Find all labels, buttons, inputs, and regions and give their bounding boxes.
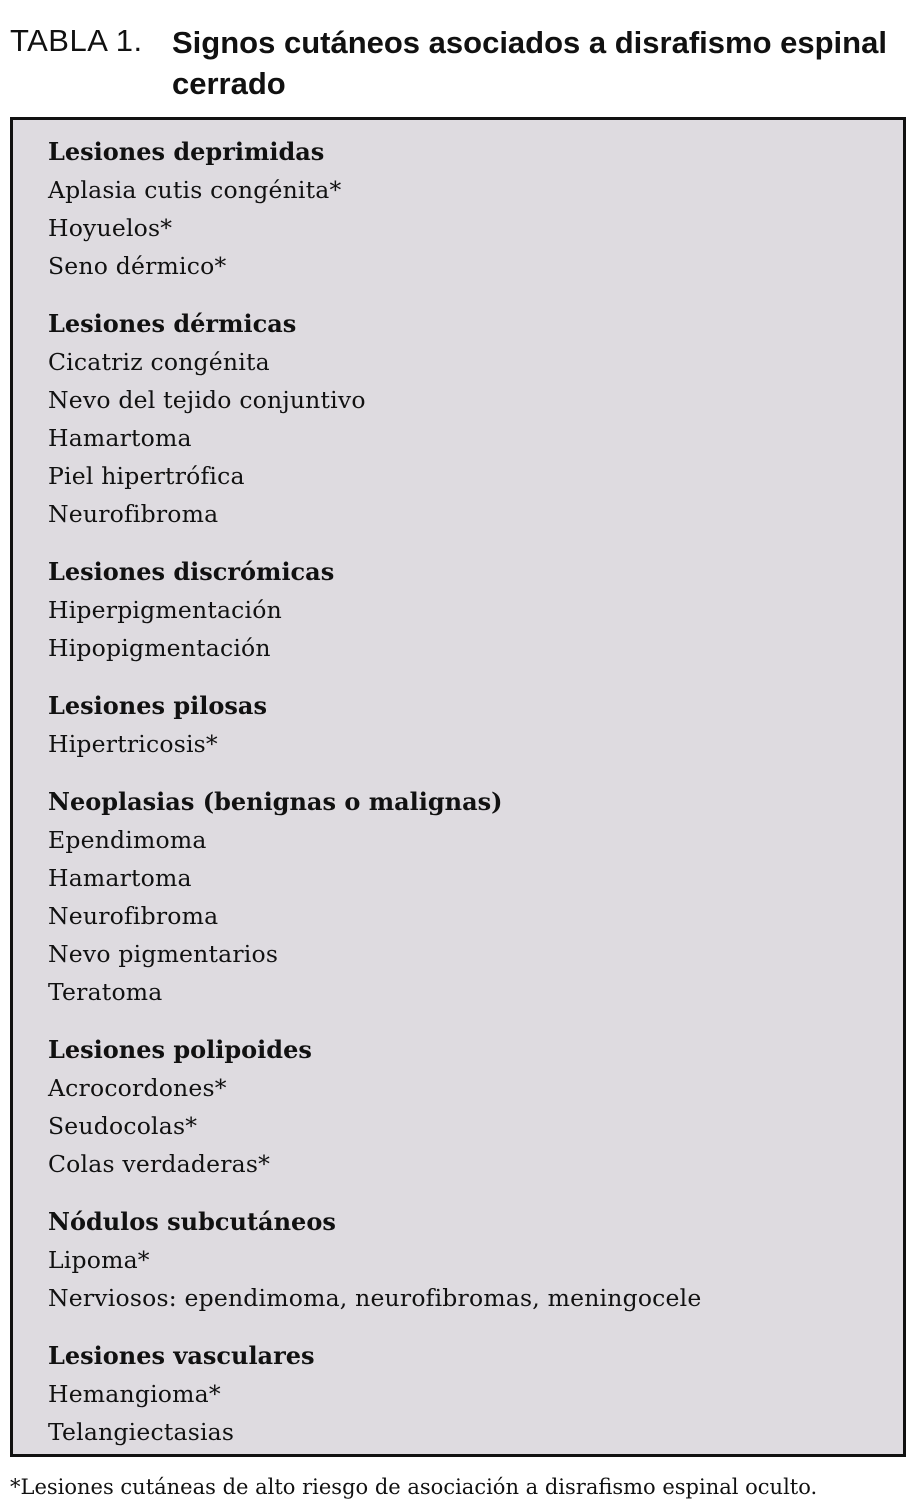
section-heading: Lesiones vasculares [48,1341,315,1370]
section-heading: Nódulos subcutáneos [48,1207,336,1236]
section-lesiones-discromicas [48,553,888,667]
list-item: Hemangioma* [48,1380,221,1408]
list-item: Teratoma [48,978,163,1006]
section-heading: Lesiones pilosas [48,691,267,720]
table-footnote: *Lesiones cutáneas de alto riesgo de asociación a disrafismo espinal oculto. [10,1475,818,1499]
list-item: Piel hipertrófica [48,462,245,490]
list-item: Neurofibroma [48,902,219,930]
section-heading: Neoplasias (benignas o malignas) [48,787,503,816]
table-header [0,22,914,104]
table-label: TABLA 1. [10,23,143,58]
list-item: Neurofibroma [48,500,219,528]
list-item: Nevo del tejido conjuntivo [48,386,366,414]
sections-list [48,133,888,1471]
list-item: Telangiectasias [48,1418,235,1446]
section-heading: Lesiones deprimidas [48,137,325,166]
section-lesiones-vasculares [48,1337,888,1451]
section-lesiones-polipoides [48,1031,888,1183]
list-item: Aplasia cutis congénita* [48,176,342,204]
section-heading: Lesiones dérmicas [48,309,297,338]
section-heading: Lesiones polipoides [48,1035,312,1064]
list-item: Ependimoma [48,826,207,854]
list-item: Hoyuelos* [48,214,173,242]
list-item: Colas verdaderas* [48,1150,271,1178]
list-item: Seno dérmico* [48,252,227,280]
section-nodulos-subcutaneos [48,1203,888,1317]
list-item: Nevo pigmentarios [48,940,279,968]
list-item: Nerviosos: ependimoma, neurofibromas, meningocele [48,1284,702,1312]
section-neoplasias [48,783,888,1011]
list-item: Cicatriz congénita [48,348,270,376]
list-item: Hamartoma [48,424,192,452]
section-lesiones-dermicas [48,305,888,533]
section-lesiones-deprimidas [48,133,888,285]
list-item: Acrocordones* [48,1074,227,1102]
section-heading: Lesiones discrómicas [48,557,335,586]
table-panel [10,117,906,1457]
list-item: Lipoma* [48,1246,150,1274]
list-item: Seudocolas* [48,1112,198,1140]
list-item: Hipopigmentación [48,634,271,662]
table-title: Signos cutáneos asociados a disrafismo espinal cerrado [172,25,887,101]
list-item: Hamartoma [48,864,192,892]
list-item: Hiperpigmentación [48,596,282,624]
section-lesiones-pilosas [48,687,888,763]
list-item: Hipertricosis* [48,730,218,758]
